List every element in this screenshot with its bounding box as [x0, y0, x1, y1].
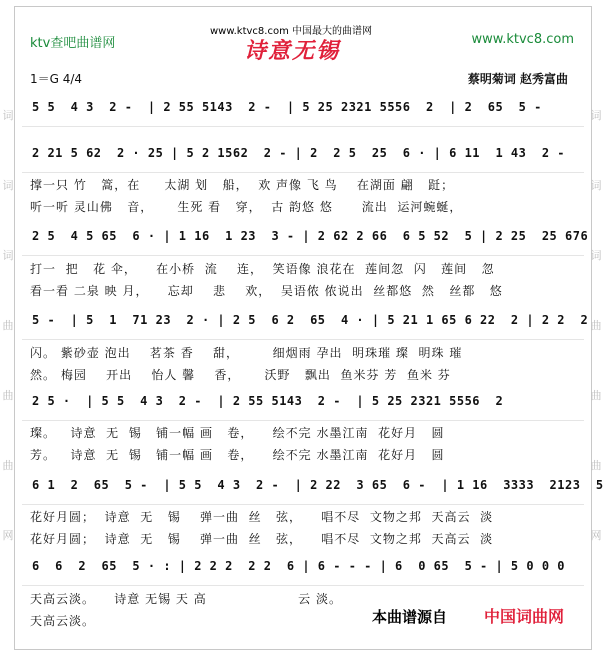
lyric-line: 璨。 诗意 无 锡 铺一幅 画 卷， 绘不完 水墨江南 花好月 圆: [30, 426, 445, 440]
notation-line: 2 5 · | 5 5 4 3 2 - | 2 55 5143 2 - | 5 25 2321 5556 2: [32, 394, 504, 408]
lyric-line: 看一看 二泉 映 月， 忘却 悲 欢， 吴语侬 侬说出 丝都悠 然 丝都 悠: [30, 284, 503, 298]
lyric-line: 花好月圆； 诗意 无 锡 弹一曲 丝 弦， 唱不尽 文物之邦 天高云 淡: [30, 532, 494, 546]
watermark-char: 曲: [590, 389, 602, 402]
lyric-line: 天高云淡。: [30, 614, 96, 628]
watermark-char: 曲: [2, 459, 14, 472]
watermark-char: 词: [2, 179, 14, 192]
site-tagline: www.ktvc8.com 中国最大的曲谱网: [210, 26, 373, 37]
credits: 蔡明菊词 赵秀富曲: [467, 72, 568, 86]
lyric-line: 撑一只 竹 篙，在 太湖 划 船， 欢 声像 飞 鸟 在湖面 翩 跹；: [30, 178, 455, 192]
watermark-char: 词: [590, 249, 602, 262]
site-name-left: ktv查吧曲谱网: [30, 36, 116, 51]
notation-line: 6 6 2 65 5 · : | 2 2 2 2 2 6 | 6 - - - | 6 0 65 5 - | 5 0 0 0: [32, 559, 565, 573]
score-system: [22, 474, 604, 505]
watermark-char: 曲: [590, 319, 602, 332]
notation-line: 2 5 4 5 65 6 · | 1 16 1 23 3 - | 2 62 2 66 6 5 52 5 | 2 25 25 676: [32, 229, 589, 243]
watermark-char: 曲: [2, 319, 14, 332]
notation-line: 2 21 5 62 2 · 25 | 5 2 1562 2 - | 2 2 5 25 6 · | 6 11 1 43 2 -: [32, 146, 565, 160]
lyric-line: 花好月圆； 诗意 无 锡 弹一曲 丝 弦， 唱不尽 文物之邦 天高云 淡: [30, 510, 494, 524]
notation-line: 5 5 4 3 2 - | 2 55 5143 2 - | 5 25 2321 5556 2 | 2 65 5 -: [32, 100, 542, 114]
score-system: [22, 309, 589, 340]
source-label: 本曲谱源自: [372, 608, 448, 626]
site-url-right: www.ktvc8.com: [471, 32, 574, 47]
watermark-char: 词: [590, 179, 602, 192]
score-system: [22, 390, 584, 421]
source-site: 中国词曲网: [484, 607, 565, 626]
lyric-line: 闪。 紫砂壶 泡出 茗茶 香 甜， 细烟雨 孕出 明珠璀 璨 明珠 璀: [30, 346, 463, 360]
watermark-char: 曲: [590, 459, 602, 472]
score-system: [22, 555, 584, 586]
watermark-char: 曲: [2, 389, 14, 402]
key-signature: 1＝G 4/4: [30, 72, 83, 86]
lyric-line: 然。 梅园 开出 怡人 馨 香， 沃野 飘出 鱼米芬 芳 鱼米 芬: [30, 368, 451, 382]
score-system: [22, 225, 589, 256]
song-title: 诗意无锡: [244, 38, 341, 64]
score-system: [22, 96, 584, 127]
notation-line: 6 1 2 65 5 - | 5 5 4 3 2 - | 2 22 3 65 6 - | 1 16 3333 2123 5: [32, 478, 604, 492]
watermark-char: 词: [2, 109, 14, 122]
lyric-line: 天高云淡。 诗意 无锡 天 高 云 淡。: [30, 592, 342, 606]
score-system: [22, 142, 584, 173]
watermark-char: 词: [2, 249, 14, 262]
lyric-line: 芳。 诗意 无 锡 铺一幅 画 卷， 绘不完 水墨江南 花好月 圆: [30, 448, 445, 462]
watermark-char: 网: [2, 529, 14, 542]
notation-line: 5 - | 5 1 71 23 2 · | 2 5 6 2 65 4 · | 5 21 1 65 6 22 2 | 2 2 2: [32, 313, 589, 327]
side-watermark-left: [1, 110, 15, 542]
lyric-line: 听一听 灵山佛 音， 生死 看 穿， 古 韵悠 悠 流出 运河蜿蜒，: [30, 200, 463, 214]
watermark-char: 网: [590, 529, 602, 542]
lyric-line: 打一 把 花 伞， 在小桥 流 连， 笑语像 浪花在 莲间忽 闪 莲间 忽: [30, 262, 495, 276]
watermark-char: 词: [590, 109, 602, 122]
